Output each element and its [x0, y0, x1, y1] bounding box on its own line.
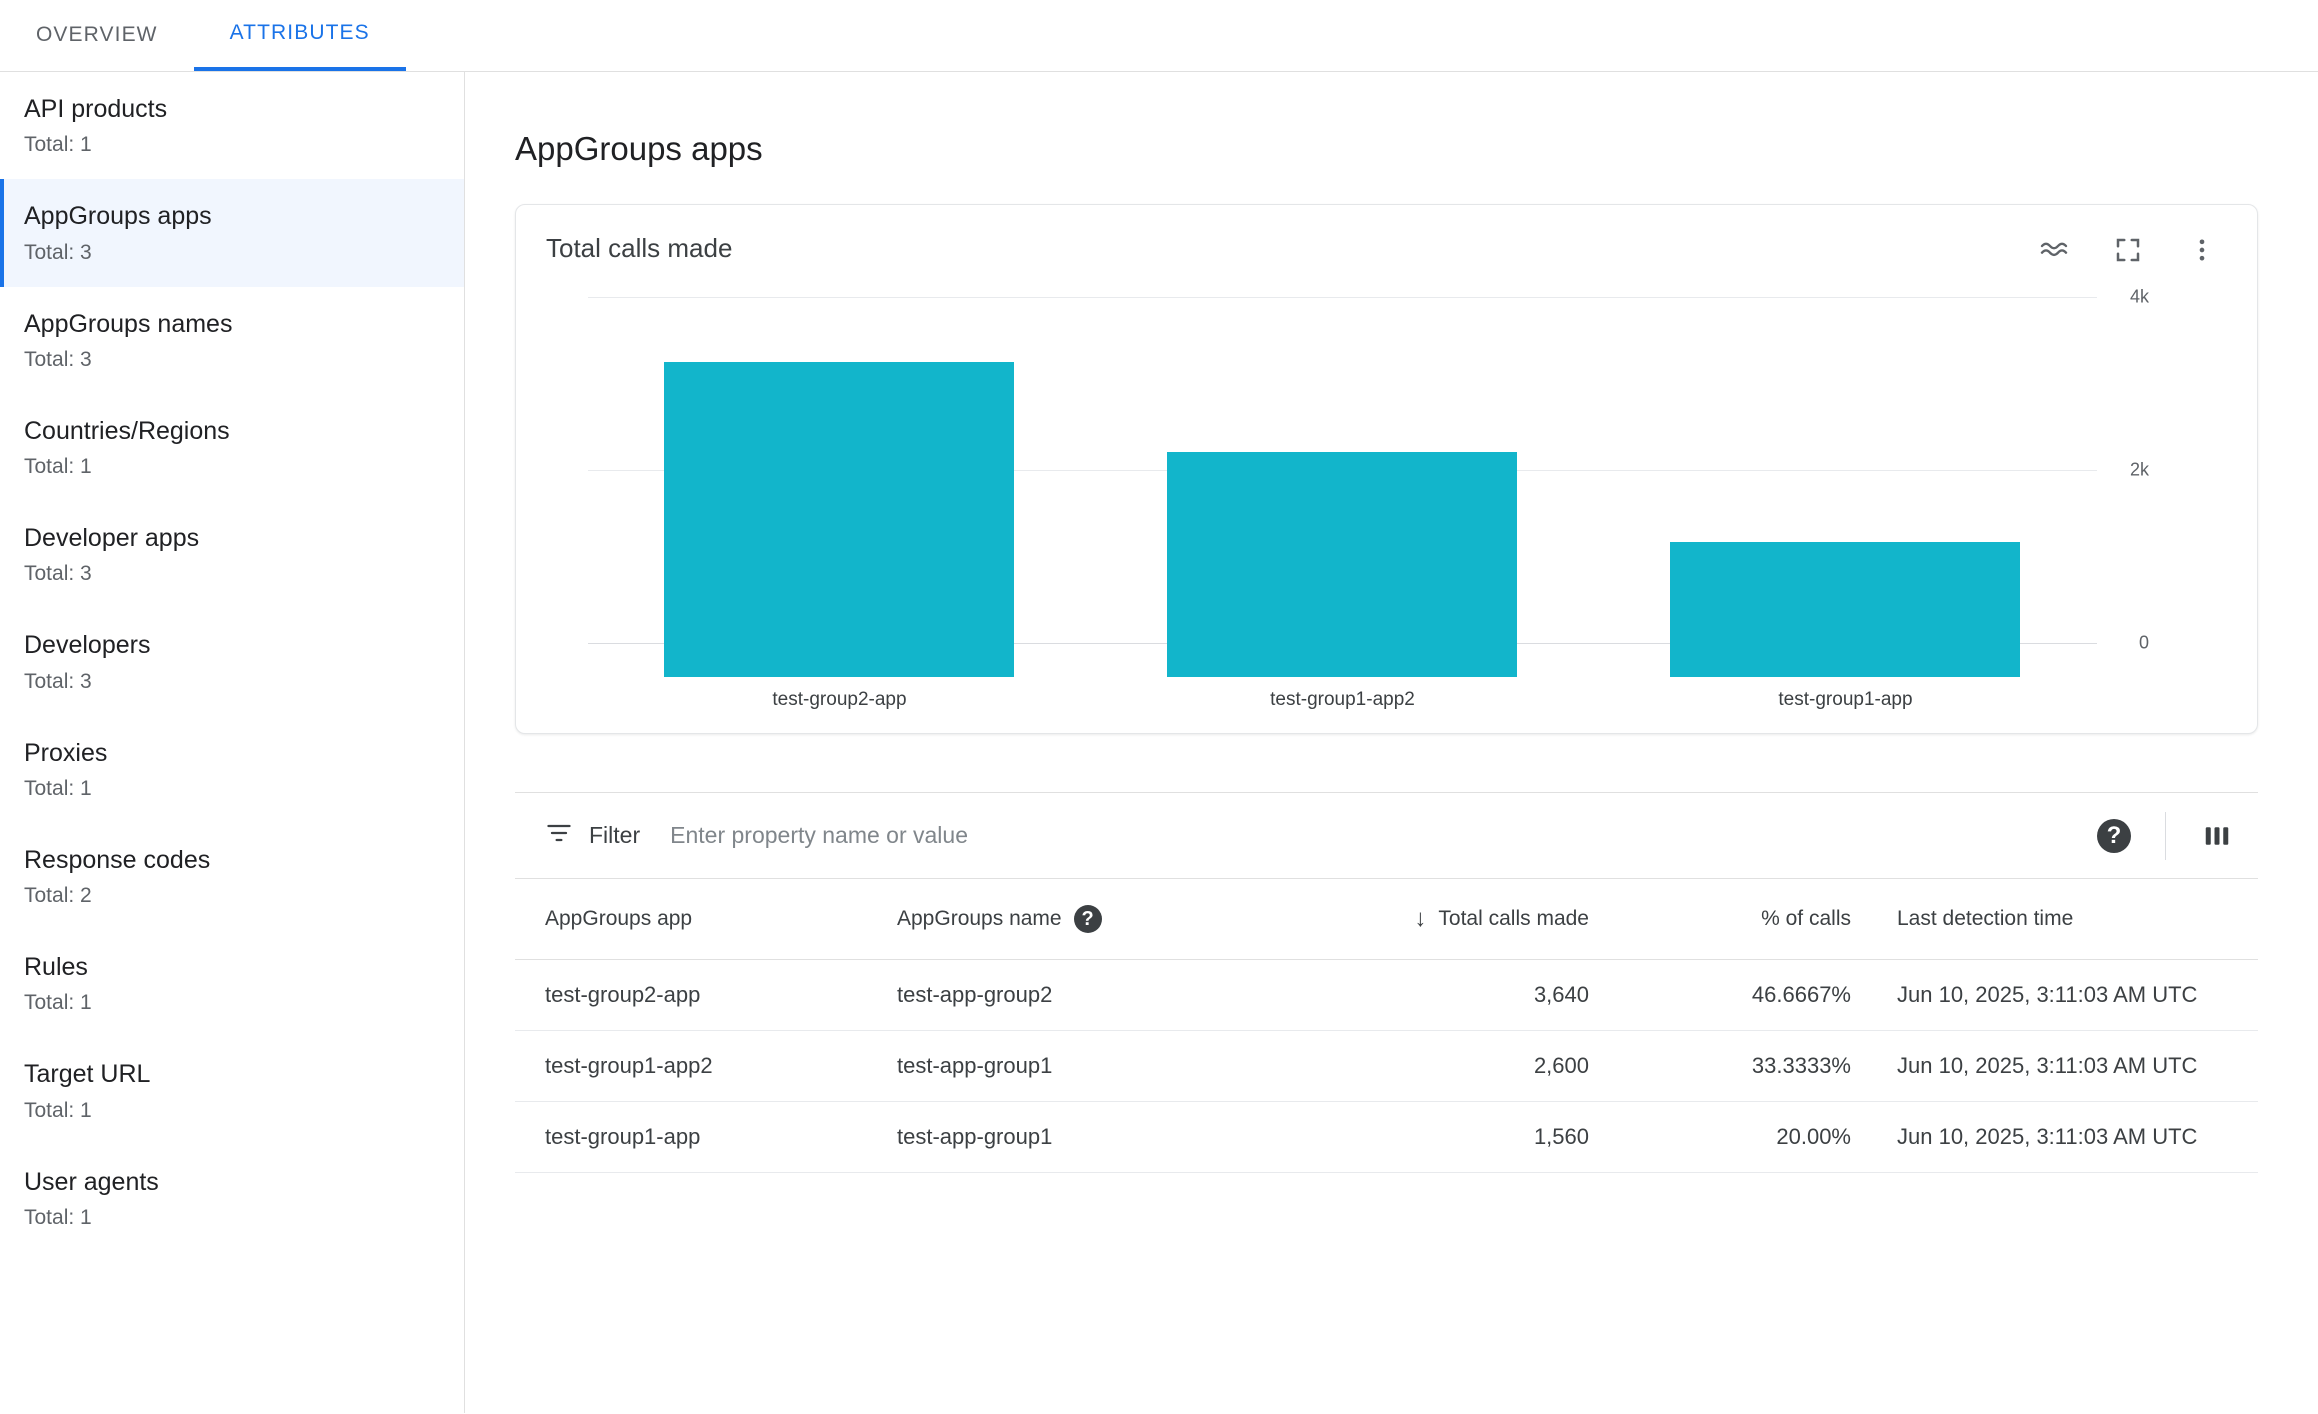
attributes-sidebar — [0, 72, 465, 1413]
chart-title: Total calls made — [546, 233, 733, 263]
sidebar-item-total: Total: 1 — [24, 1205, 92, 1229]
tab-attributes[interactable] — [194, 0, 406, 71]
fullscreen-icon[interactable] — [2111, 233, 2145, 267]
column-header-total-calls-made[interactable] — [1243, 879, 1605, 960]
help-icon[interactable]: ? — [1074, 905, 1102, 933]
sidebar-item-total: Total: 3 — [24, 240, 92, 264]
table-section — [515, 792, 2258, 1173]
filter-input[interactable] — [668, 821, 2097, 850]
bar-label: test-group1-app2 — [1270, 689, 1415, 710]
page-title: AppGroups apps — [515, 130, 763, 167]
bar-label: test-group1-app — [1778, 689, 1913, 710]
table-header-row — [515, 879, 2258, 960]
sidebar-item-total: Total: 1 — [24, 1098, 92, 1122]
bar-test-group1-app[interactable] — [1670, 542, 2020, 677]
filter-control[interactable] — [521, 819, 640, 852]
cell-appgroups-app: test-group1-app2 — [515, 1031, 881, 1102]
sidebar-item-label: Developer apps — [24, 524, 200, 552]
ytick-label-2k: 2k — [2129, 459, 2149, 480]
cell-last-detection-time: Jun 10, 2025, 3:11:03 AM UTC — [1867, 960, 2258, 1031]
content-area — [0, 72, 2318, 1413]
sidebar-item-appgroups-names[interactable] — [0, 287, 464, 394]
columns-icon[interactable] — [2200, 819, 2234, 853]
sidebar-item-rules[interactable] — [0, 930, 464, 1037]
ytick-label-0: 0 — [2138, 632, 2149, 653]
sidebar-item-label: AppGroups names — [24, 309, 233, 338]
cell-appgroups-name: test-app-group1 — [881, 1031, 1243, 1102]
main-panel — [465, 72, 2318, 1413]
filter-bar — [515, 793, 2258, 879]
cell-percent-of-calls: 46.6667% — [1605, 960, 1867, 1031]
tab-overview-label: OVERVIEW — [36, 23, 158, 46]
column-header-appgroups-name[interactable] — [881, 879, 1243, 960]
sidebar-item-developer-apps[interactable] — [0, 501, 464, 608]
tab-bar — [0, 0, 2318, 72]
bar-test-group1-app2[interactable] — [1167, 452, 1517, 677]
bar-group-0 — [588, 297, 1090, 710]
chart-card — [515, 204, 2258, 734]
sidebar-item-label: AppGroups apps — [24, 202, 212, 231]
sidebar-item-label: Proxies — [24, 738, 108, 767]
cell-appgroups-name: test-app-group1 — [881, 1102, 1243, 1173]
column-header-last-detection-time[interactable] — [1867, 879, 2258, 960]
sidebar-item-label: Response codes — [24, 845, 211, 874]
sidebar-item-total: Total: 1 — [24, 991, 92, 1015]
bar-group-2 — [1594, 297, 2096, 710]
sidebar-item-total: Total: 1 — [24, 455, 92, 478]
cell-appgroups-name: test-app-group2 — [881, 960, 1243, 1031]
sidebar-item-total: Total: 3 — [24, 562, 92, 586]
column-header-label: % of calls — [1761, 907, 1851, 930]
sidebar-item-target-url[interactable] — [0, 1037, 464, 1144]
divider — [2165, 812, 2166, 860]
sidebar-item-label: Developers — [24, 631, 151, 660]
chart-card-header — [546, 233, 2227, 267]
column-header-label: AppGroups name — [897, 907, 1062, 930]
help-icon[interactable]: ? — [2097, 819, 2131, 853]
bars-container — [588, 297, 2097, 710]
sidebar-item-total: Total: 1 — [24, 133, 92, 157]
sidebar-item-proxies[interactable] — [0, 716, 464, 823]
cell-appgroups-app: test-group1-app — [515, 1102, 881, 1173]
table-row[interactable] — [515, 1031, 2258, 1102]
column-header-label: Total calls made — [1438, 907, 1589, 930]
chart-card-actions — [2037, 233, 2227, 267]
filter-label: Filter — [589, 822, 641, 848]
tab-overview[interactable] — [0, 0, 194, 71]
bar-label: test-group2-app — [772, 689, 907, 710]
cell-total-calls: 3,640 — [1243, 960, 1605, 1031]
sort-descending-icon: ↓ — [1414, 905, 1427, 932]
sidebar-item-api-products[interactable] — [0, 72, 464, 179]
table-row[interactable] — [515, 1102, 2258, 1173]
column-header-label: AppGroups app — [545, 907, 693, 930]
cell-appgroups-app: test-group2-app — [515, 960, 881, 1031]
chart-type-icon[interactable] — [2037, 233, 2071, 267]
bar-test-group2-app[interactable] — [664, 362, 1014, 677]
filter-icon — [545, 819, 573, 852]
sidebar-item-countries-regions[interactable] — [0, 394, 464, 501]
sidebar-item-label: Rules — [24, 953, 88, 981]
bar-group-1 — [1091, 297, 1593, 710]
column-header-percent-of-calls[interactable] — [1605, 879, 1867, 960]
sidebar-item-label: API products — [24, 95, 168, 123]
sidebar-item-label: User agents — [24, 1167, 159, 1196]
ytick-label-4k: 4k — [2129, 286, 2149, 307]
sidebar-item-appgroups-apps[interactable] — [0, 179, 464, 286]
cell-total-calls: 1,560 — [1243, 1102, 1605, 1173]
sidebar-item-response-codes[interactable] — [0, 823, 464, 930]
cell-percent-of-calls: 20.00% — [1605, 1102, 1867, 1173]
cell-total-calls: 2,600 — [1243, 1031, 1605, 1102]
sidebar-item-total: Total: 3 — [24, 669, 92, 693]
table-row[interactable] — [515, 960, 2258, 1031]
sidebar-item-developers[interactable] — [0, 608, 464, 715]
column-header-appgroups-app[interactable] — [515, 879, 881, 960]
cell-last-detection-time: Jun 10, 2025, 3:11:03 AM UTC — [1867, 1102, 2258, 1173]
more-options-icon[interactable] — [2185, 233, 2219, 267]
sidebar-item-user-agents[interactable] — [0, 1145, 464, 1252]
tab-attributes-label: ATTRIBUTES — [229, 21, 370, 44]
sidebar-item-label: Target URL — [24, 1060, 151, 1089]
sidebar-item-label: Countries/Regions — [24, 416, 230, 445]
sidebar-item-total: Total: 3 — [24, 347, 92, 371]
cell-last-detection-time: Jun 10, 2025, 3:11:03 AM UTC — [1867, 1031, 2258, 1102]
sidebar-item-total: Total: 1 — [24, 776, 92, 800]
bar-chart — [546, 286, 2227, 710]
attributes-table — [515, 879, 2258, 1173]
cell-percent-of-calls: 33.3333% — [1605, 1031, 1867, 1102]
filter-actions — [2097, 812, 2252, 860]
column-header-label: Last detection time — [1897, 907, 2074, 930]
sidebar-item-total: Total: 2 — [24, 884, 92, 907]
